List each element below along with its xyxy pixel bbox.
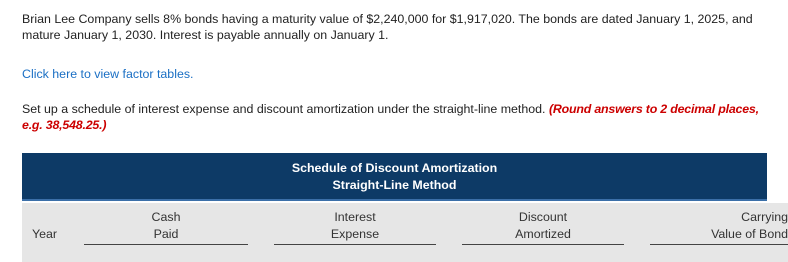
column-cash-paid-line2: Paid	[153, 227, 179, 241]
column-interest-expense	[274, 209, 436, 245]
schedule-subtitle: Straight-Line Method	[332, 178, 457, 192]
column-discount-amortized	[462, 209, 624, 245]
column-year: Year	[32, 227, 58, 241]
column-header-row	[22, 203, 788, 262]
schedule-title: Schedule of Discount Amortization	[291, 161, 498, 175]
column-interest-expense-line1: Interest	[334, 210, 376, 224]
rounding-note: (Round answers to 2 decimal places, e.g. 38,548.25.)	[22, 102, 759, 132]
column-carrying-value-line2: Value of Bond	[711, 227, 788, 241]
column-interest-expense-line2: Expense	[330, 227, 380, 241]
column-carrying-value-line1: Carrying	[741, 210, 788, 224]
column-cash-paid	[84, 209, 248, 245]
column-discount-amortized-line2: Amortized	[515, 227, 571, 241]
column-cash-paid-line1: Cash	[151, 210, 181, 224]
column-discount-amortized-line1: Discount	[518, 210, 568, 224]
column-carrying-value	[650, 209, 788, 245]
instructions	[22, 101, 767, 133]
schedule-header	[22, 153, 767, 201]
factor-tables-link[interactable]: Click here to view factor tables.	[22, 67, 194, 81]
instructions-text: Set up a schedule of interest expense and discount amortization under the straight-line method.	[22, 102, 549, 116]
problem-statement: Brian Lee Company sells 8% bonds having a maturity value of $2,240,000 for $1,917,020. The bonds are dated January 1, 2025, and mature January 1, 2030. Interest is payable annually on January 1.	[22, 12, 753, 42]
